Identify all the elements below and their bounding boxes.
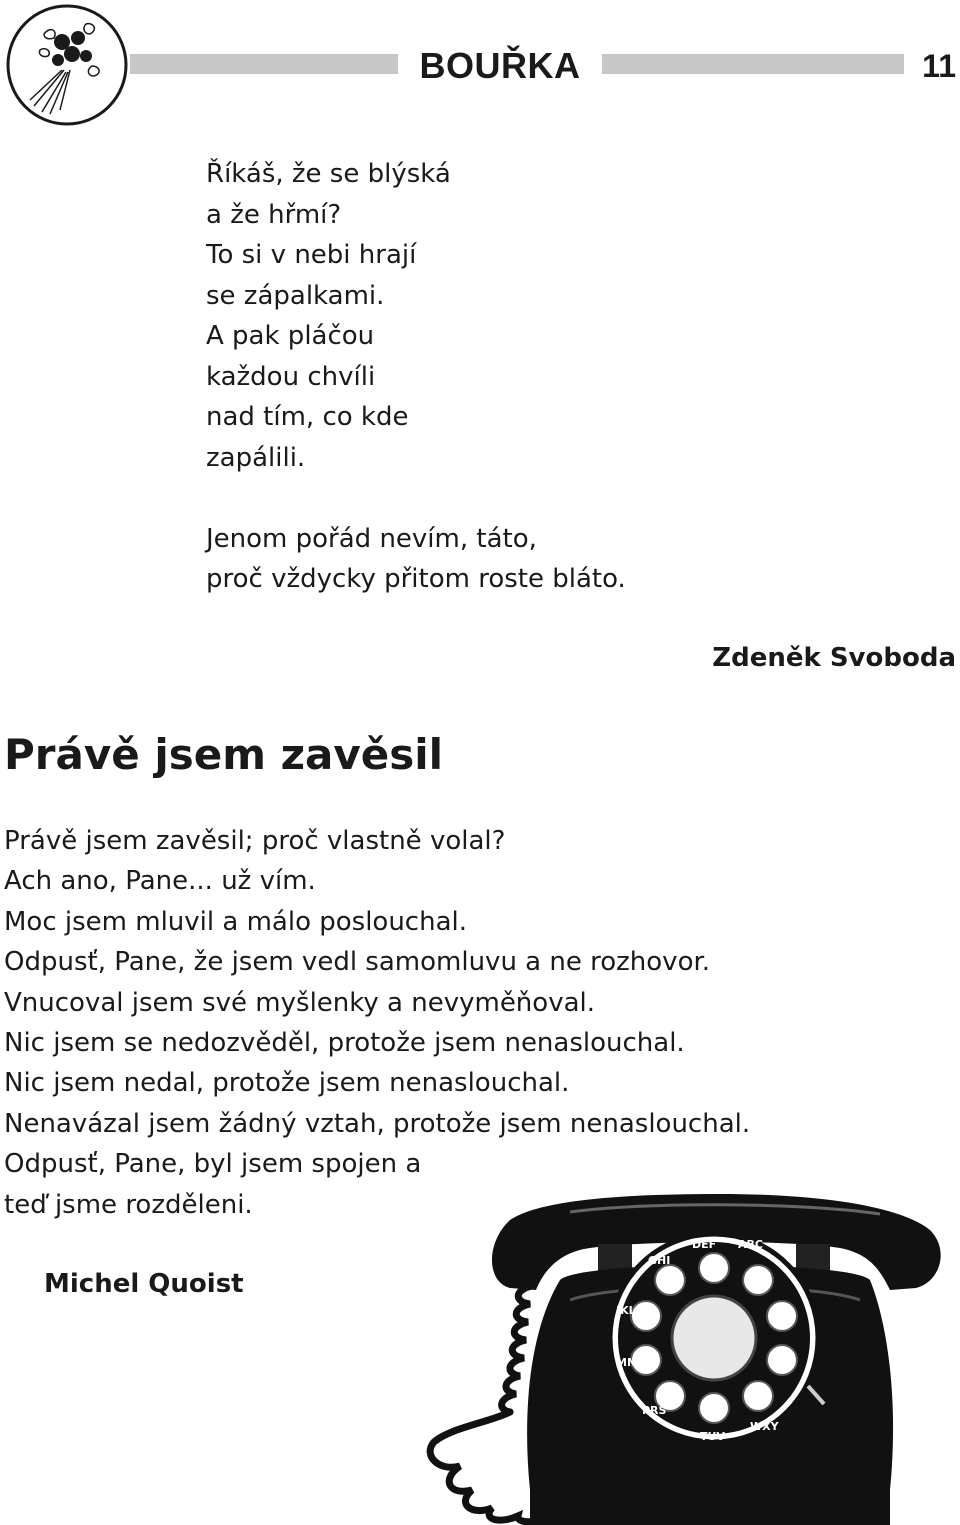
dial-label: GHI [648,1254,671,1267]
poem-line: nad tím, co kde [206,402,409,432]
poem-line: Odpusť, Pane, byl jsem spojen a [4,1149,422,1180]
page-number: 11 [922,48,956,84]
header-bar-left [130,54,398,74]
dial-label: TUV [700,1430,725,1443]
dial-label: JKL [616,1304,636,1317]
dial-label: ABC [738,1238,763,1251]
poem-line: zapálili. [206,442,306,473]
poem-line: a že hřmí? [206,199,342,230]
dial-label: WXY [750,1420,779,1433]
poem-author: Zdeněk Svoboda [712,643,956,673]
poem-prave-jsem-zavesil [4,821,750,1225]
dial-label: PRS [642,1404,667,1417]
poem-line: teď jsme rozděleni. [4,1189,253,1220]
poem-line: Nic jsem nedal, protože jsem nenaslouchal. [4,1068,570,1099]
header-bar-right [602,54,904,74]
poem-line: Nenavázal jsem žádný vztah, protože jsem nenaslouchal. [4,1108,751,1139]
poem-bourka [206,154,626,600]
poem-line: Odpusť, Pane, že jsem vedl samomluvu a ne rozhovor. [4,947,711,978]
poem-line: Vnucoval jsem své myšlenky a nevyměňoval. [4,987,596,1018]
dial-label: DEF [692,1238,717,1251]
flower-bouquet-icon [4,4,130,126]
poem-line: Jenom pořád nevím, táto, [206,523,537,554]
poem-line: Nic jsem se nedozvěděl, protože jsem nenaslouchal. [4,1028,685,1059]
poem-line: To si v nebi hrají [206,240,417,270]
dial-label: MNO [616,1356,646,1369]
stanza-gap [206,478,626,519]
rotary-telephone-icon [420,1190,960,1525]
poem-title: Právě jsem zavěsil [4,730,444,779]
poem-author: Michel Quoist [44,1269,244,1299]
poem-line: se zápalkami. [206,280,385,311]
poem-line: Moc jsem mluvil a málo poslouchal. [4,906,467,937]
poem-line: Právě jsem zavěsil; proč vlastně volal? [4,826,506,856]
poem-line: proč vždycky přitom roste bláto. [206,564,626,594]
section-title: BOUŘKA [419,45,581,86]
poem-line: Říkáš, že se blýská [206,159,451,189]
poem-line: každou chvíli [206,361,376,392]
poem-line: A pak pláčou [206,321,375,351]
poem-line: Ach ano, Pane... už vím. [4,866,316,897]
